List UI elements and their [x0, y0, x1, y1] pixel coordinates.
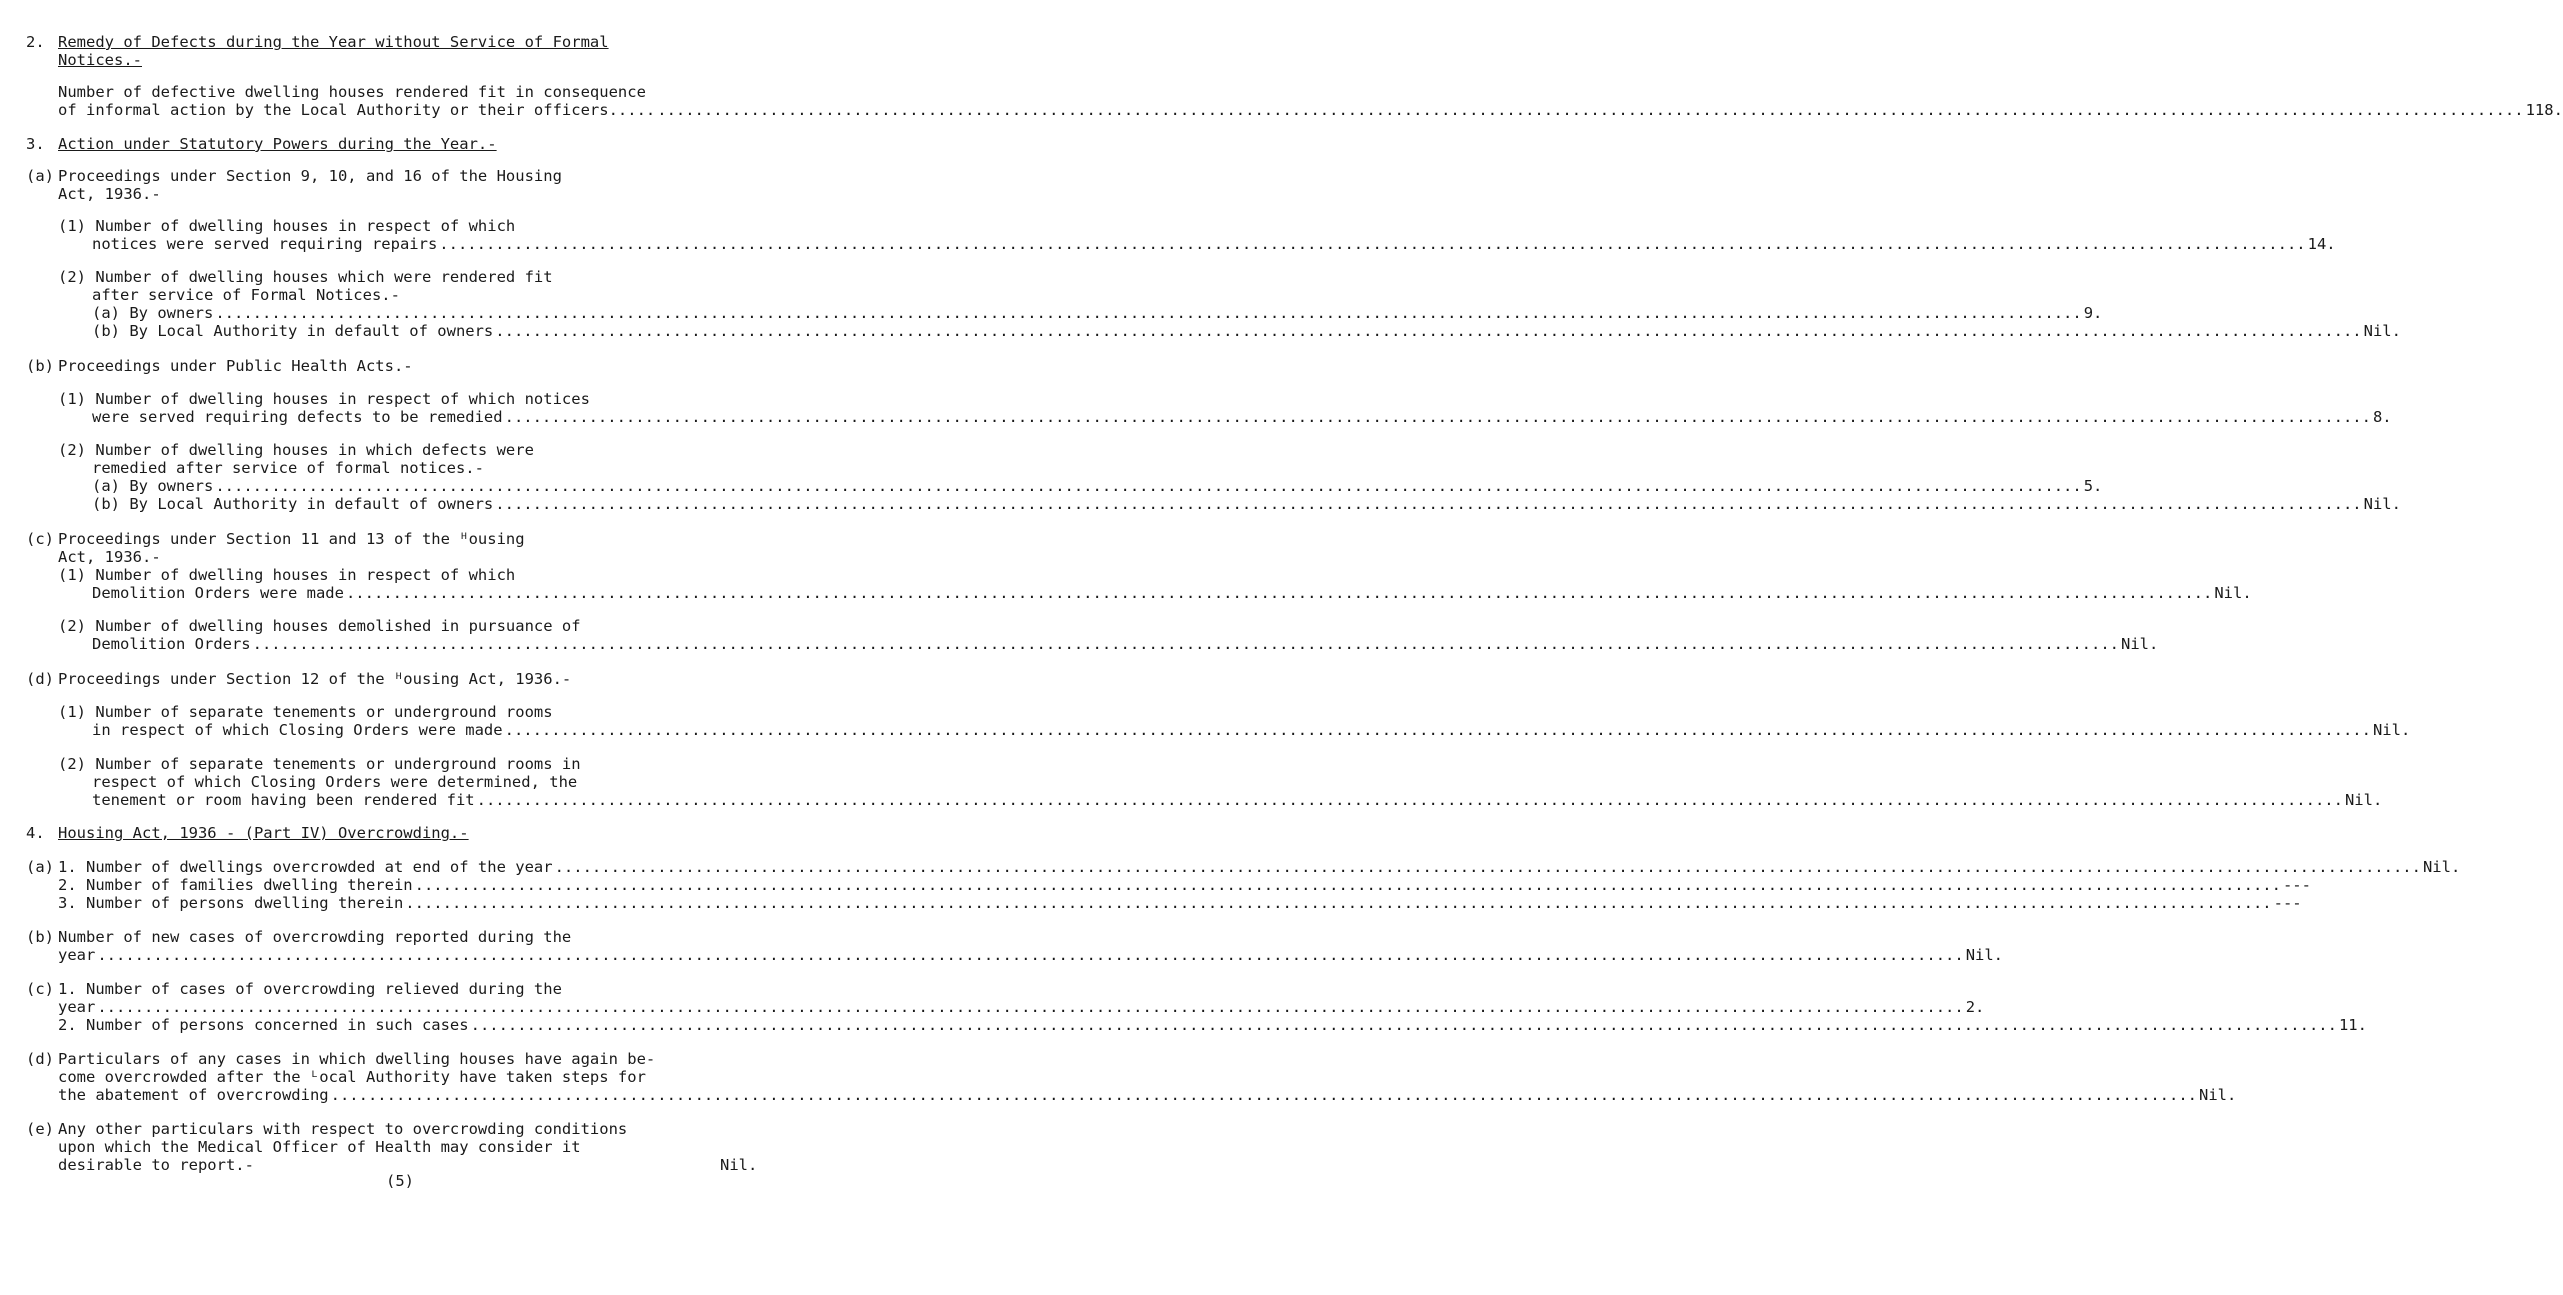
subsection-tag: (a)	[26, 167, 54, 185]
entry-value: Nil.	[2214, 584, 2252, 602]
entry-label: 2. Number of families dwelling therein	[58, 876, 413, 894]
subsection-heading: Proceedings under Public Health Acts.-	[58, 357, 413, 375]
entry-row	[58, 101, 2563, 119]
entry-row	[58, 876, 2311, 894]
paragraph-line: Number of new cases of overcrowding reported during the	[58, 928, 572, 946]
leader-dots: ........................................................................................................................................................................................................	[97, 946, 1964, 964]
entry-row	[92, 791, 2383, 809]
entry-row	[58, 1016, 2367, 1034]
paragraph-line: come overcrowded after the ᴸocal Authority have taken steps for	[58, 1068, 646, 1086]
entry-row	[58, 1086, 2237, 1104]
leader-dots: ........................................................................................................................................................................................................	[345, 584, 2213, 602]
entry-value: 9.	[2083, 304, 2103, 322]
entry-label: (b) By Local Authority in default of owners	[92, 322, 494, 340]
leader-dots: ........................................................................................................................................................................................................	[215, 304, 2082, 322]
entry-value: Nil.	[2363, 495, 2401, 513]
item-line: (1) Number of separate tenements or underground rooms	[58, 703, 553, 721]
entry-row	[58, 858, 2461, 876]
leader-dots: ........................................................................................................................................................................................................	[495, 495, 2362, 513]
entry-value: 11.	[2338, 1016, 2367, 1034]
item-line: remedied after service of formal notices.-	[92, 459, 484, 477]
entry-label: Demolition Orders were made	[92, 584, 344, 602]
subsection-heading: Proceedings under Section 9, 10, and 16 of the Housing	[58, 167, 562, 185]
leader-dots: ........................................................................................................................................................................................................	[476, 791, 2343, 809]
entry-value: ---	[2282, 876, 2311, 894]
entry-label: year	[58, 946, 96, 964]
paragraph-line: Any other particulars with respect to overcrowding conditions	[58, 1120, 628, 1138]
page-number: (5)	[386, 1172, 414, 1190]
leader-dots: ........................................................................................................................................................................................................	[252, 635, 2119, 653]
item-line: (2) Number of separate tenements or underground rooms in	[58, 755, 581, 773]
entry-label: (a) By owners	[92, 477, 214, 495]
entry-label: 3. Number of persons dwelling therein	[58, 894, 404, 912]
entry-label: (b) By Local Authority in default of owners	[92, 495, 494, 513]
subsection-tag: (a)	[26, 858, 54, 876]
leader-dots: ........................................................................................................................................................................................................	[97, 998, 1964, 1016]
item-line: 1. Number of cases of overcrowding relieved during the	[58, 980, 562, 998]
subsection-heading-cont: Act, 1936.-	[58, 548, 161, 566]
entry-value: Nil.	[2198, 1086, 2237, 1104]
entry-label: the abatement of overcrowding	[58, 1086, 329, 1104]
subsection-heading-cont: Act, 1936.-	[58, 185, 161, 203]
entry-label: Demolition Orders	[92, 635, 251, 653]
leader-dots: ........................................................................................................................................................................................................	[554, 858, 2421, 876]
leader-dots: ........................................................................................................................................................................................................	[504, 721, 2371, 739]
paragraph-line: upon which the Medical Officer of Health may consider it	[58, 1138, 581, 1156]
entry-label: 1. Number of dwellings overcrowded at end of the year	[58, 858, 553, 876]
leader-dots: ........................................................................................................................................................................................................	[470, 1016, 2337, 1034]
entry-row	[92, 635, 2159, 653]
item-line: (1) Number of dwelling houses in respect of which	[58, 217, 516, 235]
subsection-tag: (c)	[26, 980, 54, 998]
entry-label: were served requiring defects to be remedied	[92, 408, 503, 426]
subsection-tag: (e)	[26, 1120, 54, 1138]
entry-row	[58, 894, 2302, 912]
entry-row	[92, 495, 2401, 513]
leader-dots: ........................................................................................................................................................................................................	[405, 894, 2272, 912]
subsection-tag: (d)	[26, 1050, 54, 1068]
entry-value: 118.	[2525, 101, 2563, 119]
entry-row	[92, 584, 2252, 602]
entry-value: Nil.	[1965, 946, 2004, 964]
item-line: (2) Number of dwelling houses demolished in pursuance of	[58, 617, 581, 635]
entry-value: 14.	[2307, 235, 2336, 253]
section-number: 4.	[26, 824, 45, 842]
entry-label: notices were served requiring repairs	[92, 235, 438, 253]
section-heading: Action under Statutory Powers during the Year.-	[58, 135, 497, 153]
entry-value: Nil.	[2344, 791, 2383, 809]
item-line: (1) Number of dwelling houses in respect of which	[58, 566, 516, 584]
entry-value: ---	[2273, 894, 2302, 912]
entry-value: 5.	[2083, 477, 2103, 495]
item-line: (2) Number of dwelling houses in which defects were	[58, 441, 534, 459]
subsection-tag: (b)	[26, 357, 54, 375]
leader-dots: ........................................................................................................................................................................................................	[439, 235, 2306, 253]
entry-value: 2.	[1965, 998, 1985, 1016]
entry-row	[92, 408, 2392, 426]
entry-row	[92, 235, 2336, 253]
entry-row	[92, 304, 2103, 322]
entry-row	[92, 477, 2103, 495]
entry-value: Nil.	[2372, 721, 2411, 739]
entry-row	[92, 721, 2411, 739]
entry-value: Nil.	[2363, 322, 2401, 340]
item-line: after service of Formal Notices.-	[92, 286, 400, 304]
entry-label: of informal action by the Local Authority or their officers.....	[58, 101, 656, 119]
leader-dots: ........................................................................................................................................................................................................	[495, 322, 2362, 340]
entry-label: year	[58, 998, 96, 1016]
entry-label: in respect of which Closing Orders were made	[92, 721, 503, 739]
leader-dots: ........................................................................................................................................................................................................	[657, 101, 2524, 119]
subsection-tag: (b)	[26, 928, 54, 946]
leader-dots: ........................................................................................................................................................................................................	[504, 408, 2371, 426]
entry-value: Nil.	[2422, 858, 2461, 876]
section-heading-cont: Notices.-	[58, 51, 142, 69]
entry-row	[92, 322, 2401, 340]
section-number: 2.	[26, 33, 45, 51]
paragraph-line: Number of defective dwelling houses rendered fit in consequence	[58, 83, 646, 101]
subsection-heading: Proceedings under Section 11 and 13 of the ᴴousing	[58, 530, 525, 548]
item-line: (2) Number of dwelling houses which were rendered fit	[58, 268, 553, 286]
section-heading: Housing Act, 1936 - (Part IV) Overcrowding.-	[58, 824, 469, 842]
entry-label: tenement or room having been rendered fit	[92, 791, 475, 809]
item-line: respect of which Closing Orders were determined, the	[92, 773, 578, 791]
section-heading: Remedy of Defects during the Year without Service of Formal	[58, 33, 609, 51]
entry-row	[58, 946, 2004, 964]
item-line: (1) Number of dwelling houses in respect of which notices	[58, 390, 590, 408]
leader-dots: ........................................................................................................................................................................................................	[215, 477, 2082, 495]
paragraph-line: Particulars of any cases in which dwelling houses have again be-	[58, 1050, 656, 1068]
entry-label: (a) By owners	[92, 304, 214, 322]
subsection-tag: (d)	[26, 670, 54, 688]
entry-value: Nil.	[720, 1156, 758, 1174]
paragraph-line: desirable to report.-	[58, 1156, 254, 1174]
entry-value: 8.	[2372, 408, 2392, 426]
leader-dots: ........................................................................................................................................................................................................	[414, 876, 2281, 894]
entry-value: Nil.	[2121, 635, 2159, 653]
subsection-heading: Proceedings under Section 12 of the ᴴousing Act, 1936.-	[58, 670, 572, 688]
entry-label: 2. Number of persons concerned in such cases	[58, 1016, 469, 1034]
entry-row	[58, 998, 1985, 1016]
leader-dots: ........................................................................................................................................................................................................	[330, 1086, 2197, 1104]
section-number: 3.	[26, 135, 45, 153]
subsection-tag: (c)	[26, 530, 54, 548]
